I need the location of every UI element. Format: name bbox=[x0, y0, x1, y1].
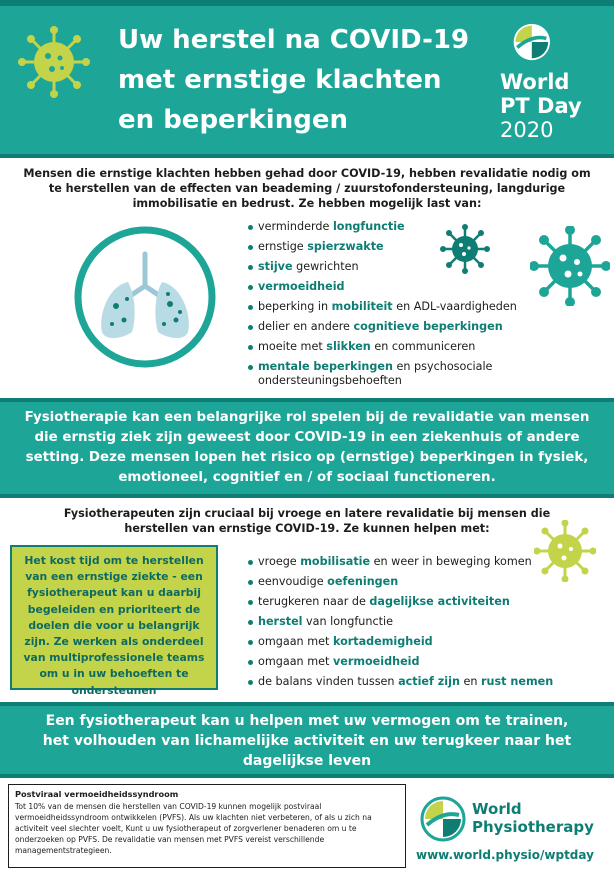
list-item: eenvoudige oefeningen bbox=[248, 575, 568, 589]
list-item: de balans vinden tussen actief zijn en rust nemen bbox=[248, 675, 568, 689]
title-line: Uw herstel na COVID-19 bbox=[118, 25, 470, 55]
list-item: stijve gewrichten bbox=[248, 260, 568, 274]
world-physiotherapy-wordmark bbox=[472, 800, 594, 836]
pvfs-info-box bbox=[8, 784, 406, 868]
lungs-icon bbox=[72, 224, 218, 370]
brand-text: World bbox=[472, 800, 522, 818]
list-item: vermoeidheid bbox=[248, 280, 568, 294]
list-item: omgaan met vermoeidheid bbox=[248, 655, 568, 669]
band-text: Fysiotherapie kan een belangrijke rol spelen bij de revalidatie van mensen die ernstig ziek zijn geweest door COVID-19 in een ziekenhuis of andere setting. Deze mensen lopen het risico op (ernstige) beperkingen in fysiek, emotioneel, cognitief en / of sociaal functioneren. bbox=[24, 410, 590, 485]
brand-text: Physiotherapy bbox=[472, 818, 594, 836]
pvfs-body: Tot 10% van de mensen die herstellen van COVID-19 kunnen mogelijk postviraal vermoeidheidssyndroom ontwikkelen (PVFS). Als uw klachten niet verbeteren, of als u zich na activiteit veel slechter voelt, Kunt u uw fysiotherapeut of zorgverlener benaderen om u te onderzoeken op PVFS. De revalidatie van mensen met PVFS vereist verschillende managementstrategieen. bbox=[15, 802, 372, 855]
virus-icon bbox=[18, 26, 90, 98]
list-item: ernstige spierzwakte bbox=[248, 240, 568, 254]
logo-year: 2020 bbox=[500, 118, 554, 142]
virus-icon bbox=[440, 224, 490, 274]
world-physiotherapy-logo-icon bbox=[420, 796, 466, 842]
list-item: vroege mobilisatie en weer in beweging komen bbox=[248, 555, 568, 569]
list-item: herstel van longfunctie bbox=[248, 615, 568, 629]
pvfs-title: Postviraal vermoeidheidssyndroom bbox=[15, 789, 179, 799]
callout-text: Het kost tijd om te herstellen van een ernstige ziekte - een fysiotherapeut kan u daarbij begeleiden en prioriteert de doelen die voor u belangrijk zijn. Ze werken als onderdeel van multiprofessionele teams om u in uw behoeften te ondersteunen bbox=[23, 554, 205, 697]
list-item: moeite met slikken en communiceren bbox=[248, 340, 568, 354]
logo-text: PT Day bbox=[500, 94, 582, 118]
website-link[interactable]: www.world.physio/wptday bbox=[416, 848, 594, 862]
list-item: delier en andere cognitieve beperkingen bbox=[248, 320, 568, 334]
world-pt-day-logo-icon bbox=[500, 22, 600, 62]
symptoms-list bbox=[248, 220, 568, 394]
intro-paragraph: Mensen die ernstige klachten hebben gehad door COVID-19, hebben revalidatie nodig om te herstellen van de effecten van beademing / zuurstofondersteuning, langdurige immobilisatie en bedrust. Ze hebben mogelijk last van: bbox=[23, 167, 591, 210]
band-text: Een fysiotherapeut kan u helpen met uw vermogen om te trainen, het volhouden van lichamelijke activiteit en uw terugkeer naar het dagelijkse leven bbox=[42, 713, 572, 769]
world-pt-day-wordmark bbox=[500, 70, 582, 142]
list-item: beperking in mobiliteit en ADL-vaardigheden bbox=[248, 300, 568, 314]
list-item: terugkeren naar de dagelijkse activiteiten bbox=[248, 595, 568, 609]
title-line: met ernstige klachten bbox=[118, 65, 442, 95]
help-list bbox=[248, 555, 568, 695]
virus-icon bbox=[530, 226, 610, 306]
section-intro: Fysiotherapeuten zijn cruciaal bij vroege en latere revalidatie bij mensen die herstellen van ernstige COVID-19. Ze kunnen helpen met: bbox=[63, 507, 551, 535]
list-item: mentale beperkingen en psychosociale ondersteuningsbehoeften bbox=[248, 360, 568, 388]
list-item: omgaan met kortademigheid bbox=[248, 635, 568, 649]
page-title bbox=[118, 20, 498, 140]
title-line: en beperkingen bbox=[118, 105, 348, 135]
list-item: verminderde longfunctie bbox=[248, 220, 568, 234]
logo-text: World bbox=[500, 70, 570, 94]
